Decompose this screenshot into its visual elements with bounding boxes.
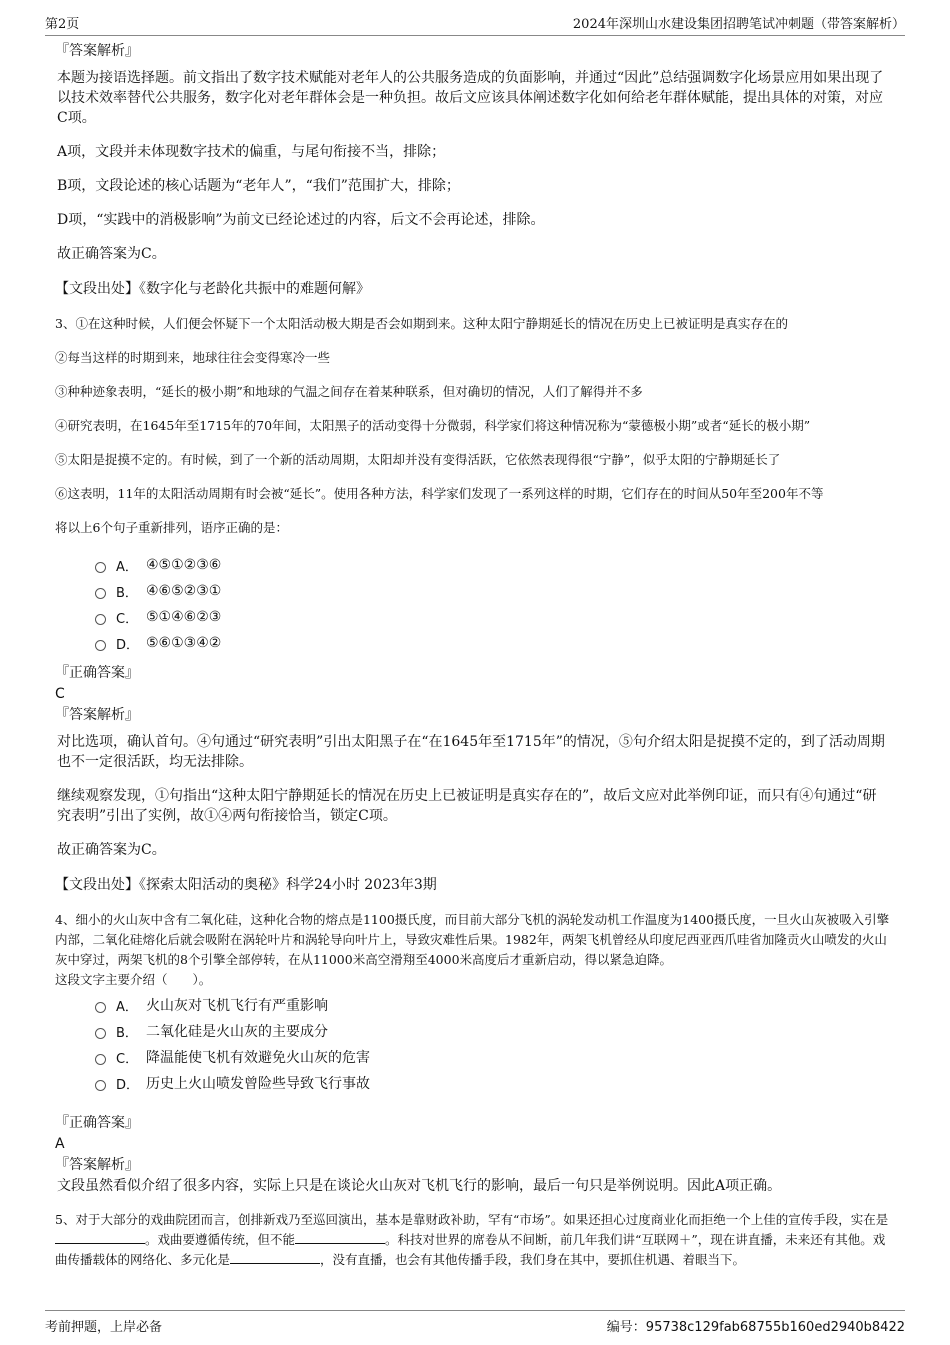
source-citation: 【文段出处】《探索太阳活动的奥秘》科学24小时 2023年3期 xyxy=(55,877,437,893)
radio-icon[interactable] xyxy=(95,1080,106,1091)
correct-answer-label: 『正确答案』 xyxy=(55,1115,139,1131)
radio-icon[interactable] xyxy=(95,1054,106,1065)
options-list xyxy=(95,992,890,1096)
question-3 xyxy=(55,314,890,896)
analysis-paragraph: 文段虽然看似介绍了很多内容，实际上只是在谈论火山灰对飞机飞行的影响，最后一句只是举例说明。因此A项正确。 xyxy=(57,1178,782,1194)
radio-icon[interactable] xyxy=(95,562,106,573)
option-c[interactable]: C． 降温能使飞机有效避免火山灰的危害 xyxy=(95,1044,890,1070)
page-content xyxy=(55,40,890,1270)
analysis-label: 『答案解析』 xyxy=(55,43,139,59)
question-prompt: 将以上6个句子重新排列，语序正确的是： xyxy=(55,520,288,535)
correct-answer: C xyxy=(55,686,65,702)
source-citation: 【文段出处】《数字化与老龄化共振中的难题何解》 xyxy=(55,281,370,297)
radio-icon[interactable] xyxy=(95,1002,106,1013)
analysis-paragraph: D项，“实践中的消极影响”为前文已经论述过的内容，后文不会再论述，排除。 xyxy=(57,212,545,228)
sentence-6: ⑥这表明，11年的太阳活动周期有时会被“延长”。使用各种方法，科学家们发现了一系列这样的时期，它们存在的时间从50年至200年不等 xyxy=(55,486,824,501)
radio-icon[interactable] xyxy=(95,614,106,625)
sentence-1: 3、①在这种时候，人们便会怀疑下一个太阳活动极大期是否会如期到来。这种太阳宁静期延长的情况在历史上已被证明是真实存在的 xyxy=(55,316,788,331)
options-list xyxy=(95,552,890,656)
option-c[interactable]: C． ⑤①④⑥②③ xyxy=(95,604,890,630)
page-number: 第2页 xyxy=(45,17,80,32)
analysis-label: 『答案解析』 xyxy=(55,707,139,723)
document-title: 2024年深圳山水建设集团招聘笔试冲刺题（带答案解析） xyxy=(572,17,905,32)
analysis-paragraph: 继续观察发现，①句指出“这种太阳宁静期延长的情况在历史上已被证明是真实存在的”，故后文应对此举例印证，而只有④句通过“研究表明”引出了实例，故①④两句衔接恰当，锁定C项。 xyxy=(57,788,877,824)
sentence-3: ③种种迹象表明，“延长的极小期”和地球的气温之间存在着某种联系，但对确切的情况，人们了解得并不多 xyxy=(55,384,643,399)
question-text: 4、细小的火山灰中含有二氧化硅，这种化合物的熔点是1100摄氏度，而目前大部分飞机的涡轮发动机工作温度为1400摄氏度，一旦火山灰被吸入引擎内部，二氧化硅熔化后就会吸附在涡轮叶片和涡轮导向叶片上，导致灾难性后果。1982年，两架飞机曾经从印度尼西亚西爪哇省加隆贡火山喷发的火山灰中穿过，两架飞机的8个引擎全部停转，在从11000米高空滑翔至4000米高度后才重新启动，得以紧急迫降。 xyxy=(55,912,890,967)
sentence-5: ⑤太阳是捉摸不定的。有时候，到了一个新的活动周期，太阳却并没有变得活跃，它依然表现得很“宁静”，似乎太阳的宁静期延长了 xyxy=(55,452,781,467)
option-b[interactable]: B． 二氧化硅是火山灰的主要成分 xyxy=(95,1018,890,1044)
page-header xyxy=(45,12,905,36)
analysis-paragraph: 本题为接语选择题。前文指出了数字技术赋能对老年人的公共服务造成的负面影响，并通过“因此”总结强调数字化场景应用如果出现了以技术效率替代公共服务，数字化对老年群体会是一种负担。故后文应该具体阐述数字化如何给老年群体赋能，提出具体的对策，对应C项。 xyxy=(57,70,884,126)
analysis-paragraph: A项，文段并未体现数字技术的偏重，与尾句衔接不当，排除； xyxy=(57,144,446,160)
option-d[interactable]: D． ⑤⑥①③④② xyxy=(95,630,890,656)
radio-icon[interactable] xyxy=(95,640,106,651)
correct-answer: A xyxy=(55,1136,65,1152)
analysis-paragraph: 对比选项，确认首句。④句通过“研究表明”引出太阳黑子在“在1645年至1715年”的情况，⑤句介绍太阳是捉摸不定的，到了活动周期也不一定很活跃，均无法排除。 xyxy=(57,734,885,770)
question-4 xyxy=(55,910,890,1196)
radio-icon[interactable] xyxy=(95,1028,106,1039)
option-a[interactable]: A． ④⑤①②③⑥ xyxy=(95,552,890,578)
option-b[interactable]: B． ④⑥⑤②③① xyxy=(95,578,890,604)
analysis-conclusion: 故正确答案为C。 xyxy=(57,842,166,858)
analysis-paragraph: B项，文段论述的核心话题为“老年人”，“我们”范围扩大，排除； xyxy=(57,178,460,194)
analysis-label: 『答案解析』 xyxy=(55,1157,139,1173)
sentence-2: ②每当这样的时期到来，地球往往会变得寒冷一些 xyxy=(55,350,331,365)
document-code: 编号：95738c129fab68755b160ed2940b8422 xyxy=(606,1320,905,1335)
page-footer xyxy=(45,1310,905,1335)
fill-blank-1[interactable] xyxy=(55,1231,145,1244)
fill-blank-3[interactable] xyxy=(230,1251,320,1264)
radio-icon[interactable] xyxy=(95,588,106,599)
footer-slogan: 考前押题，上岸必备 xyxy=(45,1320,163,1335)
option-a[interactable]: A． 火山灰对飞机飞行有严重影响 xyxy=(95,992,890,1018)
sentence-4: ④研究表明，在1645年至1715年的70年间，太阳黑子的活动变得十分微弱，科学家们将这种情况称为“蒙德极小期”或者“延长的极小期” xyxy=(55,418,811,433)
option-d[interactable]: D． 历史上火山喷发曾险些导致飞行事故 xyxy=(95,1070,890,1096)
correct-answer-label: 『正确答案』 xyxy=(55,665,139,681)
question-text: 5、对于大部分的戏曲院团而言，创排新戏乃至巡回演出，基本是靠财政补助，罕有“市场”。如果还担心过度商业化而拒绝一个上佳的宣传手段，实在是。戏曲要遵循传统，但不能 。科技对世界的席卷从不间断，前几年我们讲“互联网＋”，现在讲直播，未来还有其他。戏曲传播载体的网络化、多元化是 ，没有直播，也会有其他传播手段，我们身在其中，要抓住机遇、着眼当下。 xyxy=(55,1212,889,1267)
fill-blank-2[interactable] xyxy=(295,1231,385,1244)
analysis-conclusion: 故正确答案为C。 xyxy=(57,246,166,262)
question-prompt: 这段文字主要介绍（ ）。 xyxy=(55,972,212,987)
question-5 xyxy=(55,1210,890,1270)
